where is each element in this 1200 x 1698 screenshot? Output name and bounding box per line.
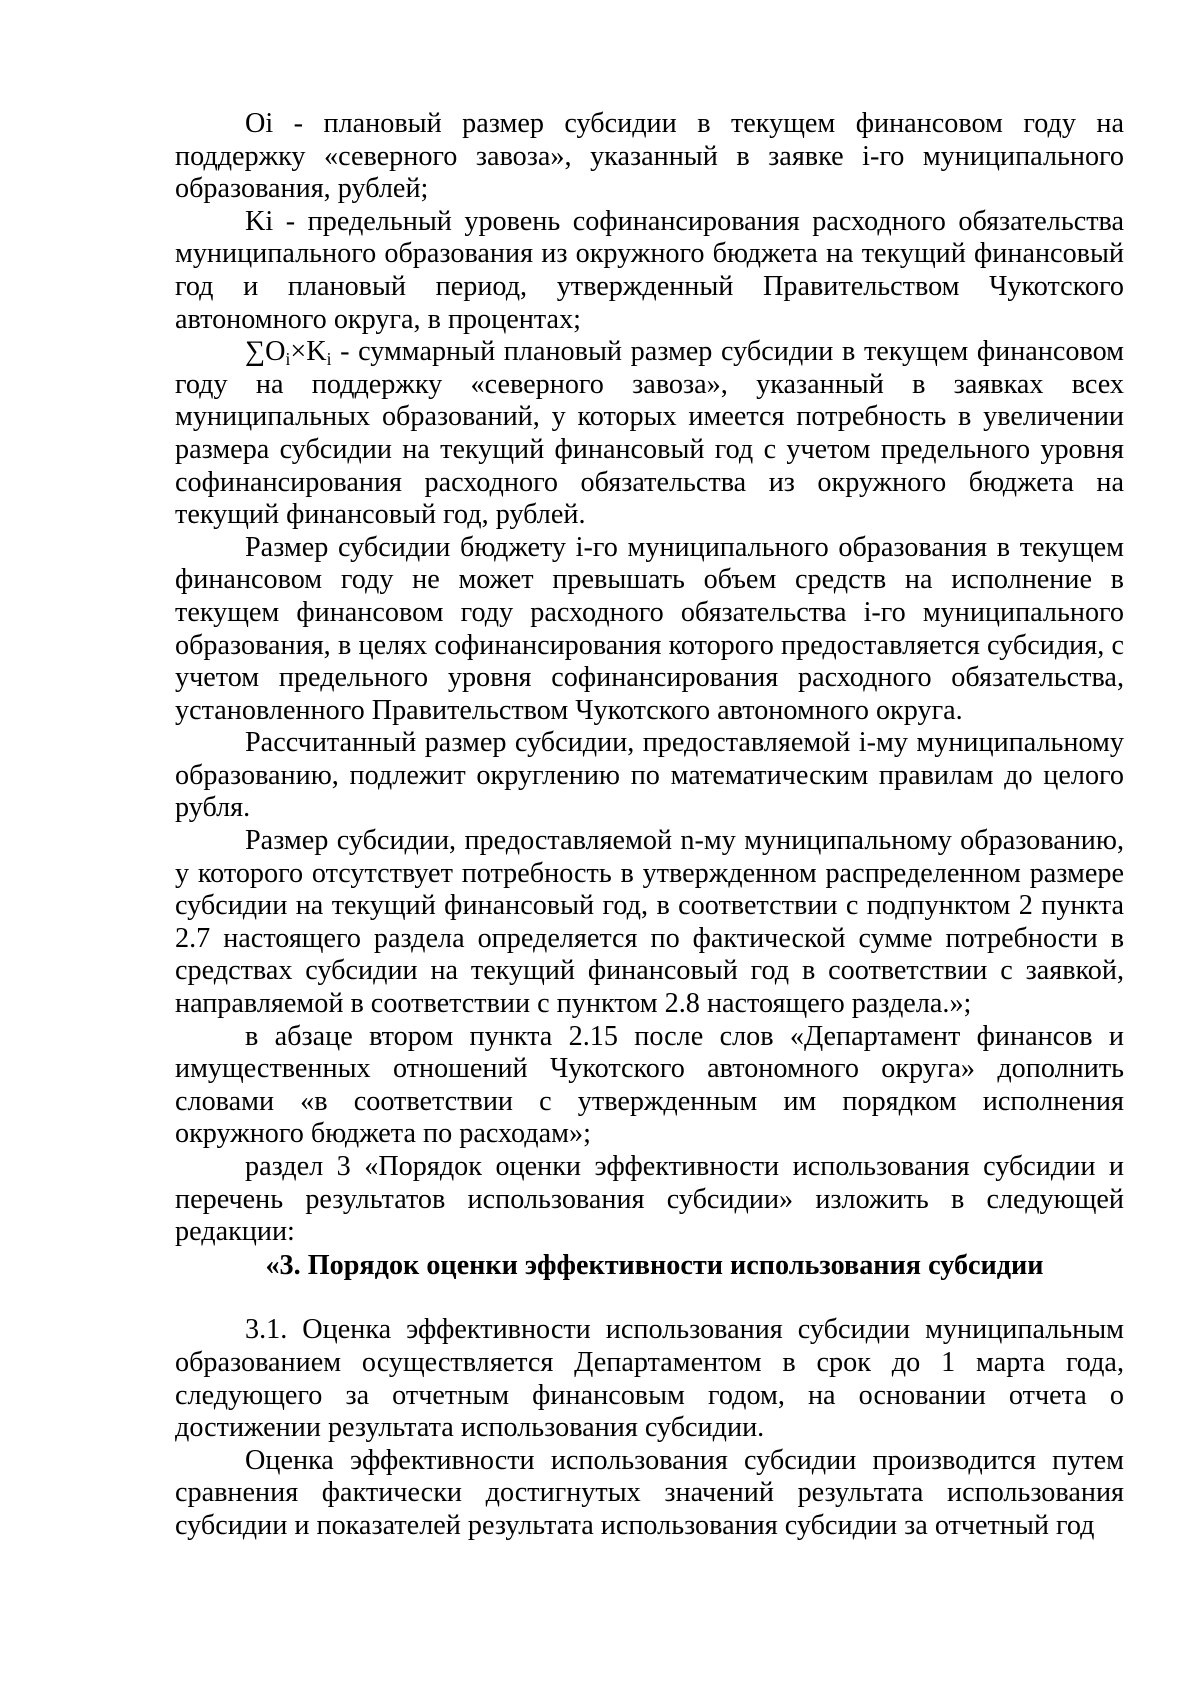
- paragraph-amendment-2-15: в абзаце втором пункта 2.15 после слов «Департамент финансов и имущественных отношений Чукотского автономного округа» дополнить словами «в соответствии с утвержденным им порядком исполнения окружного бюджета по расходам»;: [175, 1020, 1124, 1150]
- sum-formula-symbol: ∑O: [245, 336, 286, 368]
- paragraph-ki-definition: Ki - предельный уровень софинансирования расходного обязательства муниципального образования из окружного бюджета на текущий финансовый год и плановый период, утвержденный Правительством Чукотского автономного округа, в процентах;: [175, 205, 1124, 335]
- document-body: [175, 108, 1124, 1543]
- paragraph-section-3-intro: раздел 3 «Порядок оценки эффективности использования субсидии и перечень результатов использования субсидии» изложить в следующей редакции:: [175, 1151, 1124, 1248]
- paragraph-3-1: 3.1. Оценка эффективности использования субсидии муниципальным образованием осуществляется Департаментом в срок до 1 марта года, следующего за отчетным финансовым годом, на основании отчета о достижении результата использования субсидии.: [175, 1314, 1124, 1444]
- paragraph-evaluation-method: Оценка эффективности использования субсидии производится путем сравнения фактически достигнутых значений результата использования субсидии и показателей результата использования субсидии за отчетный год: [175, 1444, 1124, 1541]
- sum-definition-text: - суммарный плановый размер субсидии в текущем финансовом году на поддержку «северного завоза», указанный в заявках всех муниципальных образований, у которых имеется потребность в увеличении размера субсидии на текущий финансовый год с учетом предельного уровня софинансирования расходного обязательства из окружного бюджета на текущий финансовый год, рублей.: [175, 336, 1124, 531]
- paragraph-subsidy-limit: Размер субсидии бюджету i-го муниципального образования в текущем финансовом году не может превышать объем средств на исполнение в текущем финансовом году расходного обязательства i-го муниципального образования, в целях софинансирования которого предоставляется субсидия, с учетом предельного уровня софинансирования расходного обязательства, установленного Правительством Чукотского автономного округа.: [175, 531, 1124, 726]
- sum-formula-subscript-k: i: [326, 349, 332, 370]
- paragraph-n-municipality: Размер субсидии, предоставляемой n-му муниципальному образованию, у которого отсутствует потребность в утвержденном распределенном размере субсидии на текущий финансовый год, в соответствии с подпунктом 2 пункта 2.7 настоящего раздела определяется по фактической сумме потребности в средствах субсидии на текущий финансовый год в соответствии с заявкой, направляемой в соответствии с пунктом 2.8 настоящего раздела.»;: [175, 825, 1124, 1020]
- sum-formula-times: ×K: [290, 336, 327, 368]
- paragraph-rounding: Рассчитанный размер субсидии, предоставляемой i-му муниципальному образованию, подлежит округлению по математическим правилам до целого рубля.: [175, 727, 1124, 824]
- paragraph-oi-definition: Oi - плановый размер субсидии в текущем финансовом году на поддержку «северного завоза», указанный в заявке i-го муниципального образования, рублей;: [175, 108, 1124, 205]
- paragraph-sum-definition: [175, 336, 1124, 532]
- sum-formula-subscript-o: i: [285, 349, 291, 370]
- section-3-heading: «3. Порядок оценки эффективности использования субсидии: [265, 1249, 1044, 1281]
